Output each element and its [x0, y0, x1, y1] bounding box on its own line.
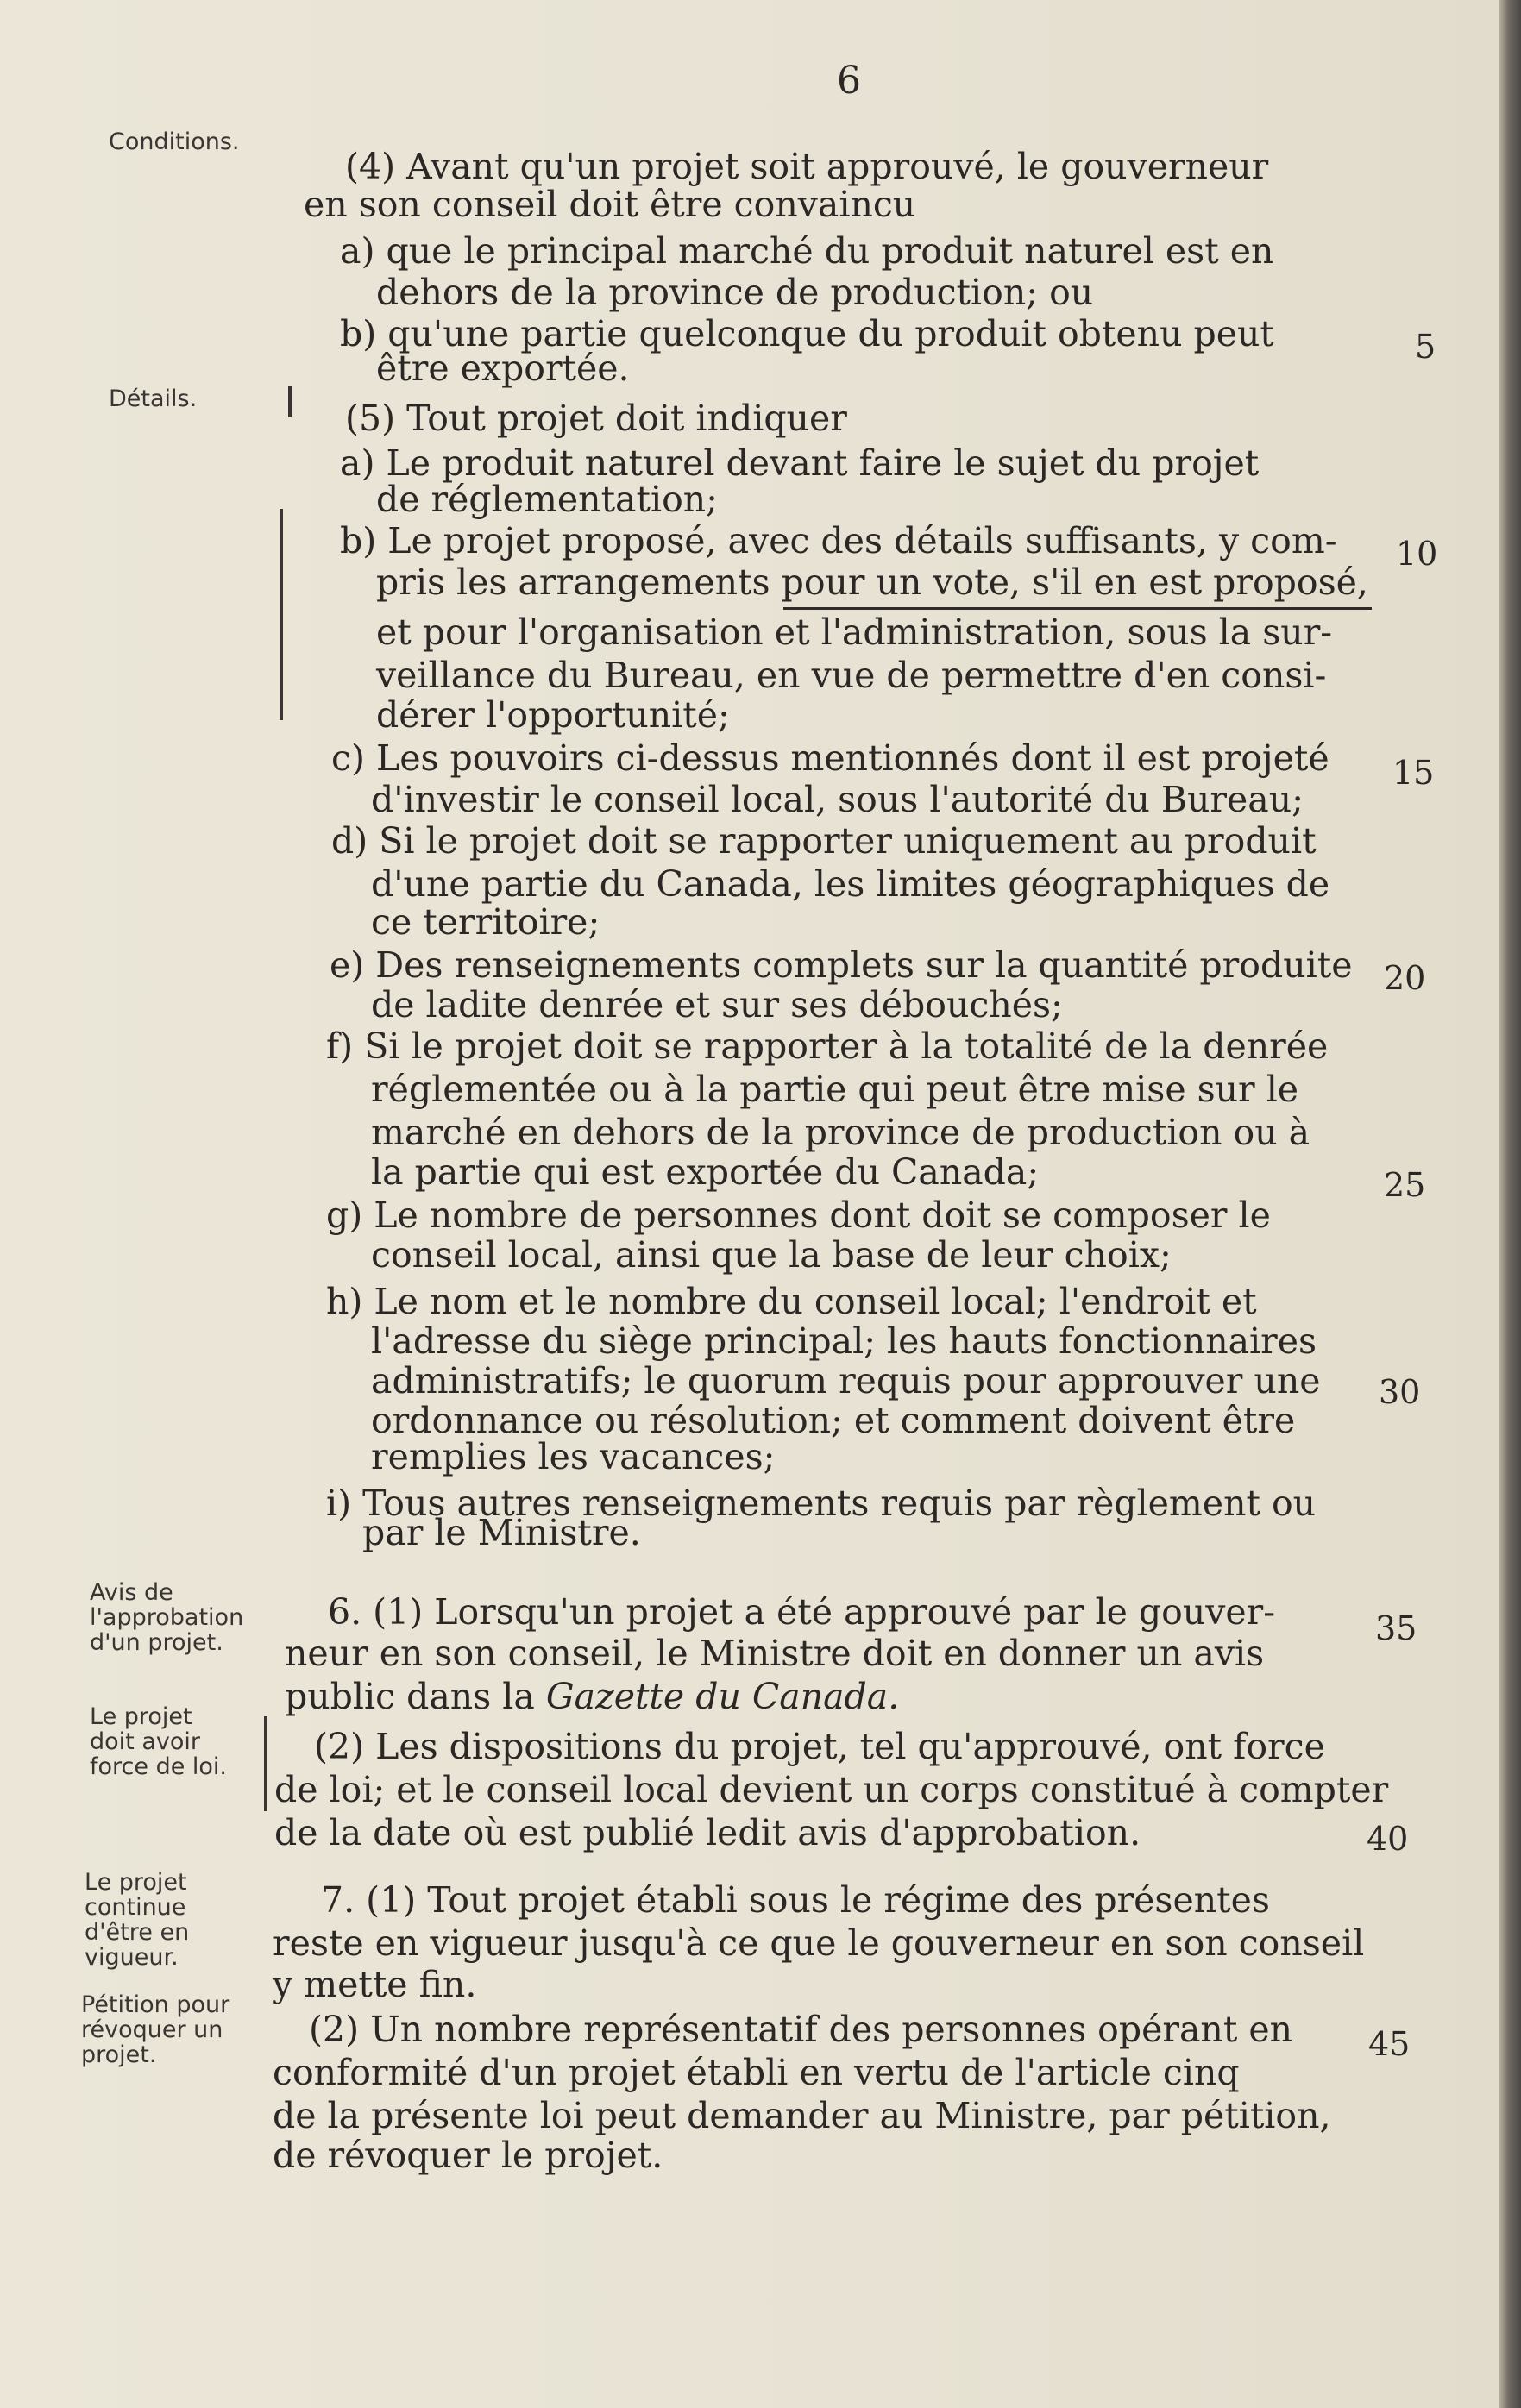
- text-line: la partie qui est exportée du Canada;: [371, 1151, 1040, 1193]
- text-line: a) que le principal marché du produit naturel est en: [340, 230, 1274, 272]
- text-line: et pour l'organisation et l'administration, sous la sur-: [376, 611, 1333, 653]
- margin-note-continue: Le projet continue d'être en vigueur.: [85, 1869, 190, 1971]
- line-number: 10: [1396, 535, 1438, 573]
- text-line: g) Le nombre de personnes dont doit se composer le: [326, 1195, 1271, 1236]
- text-line: dehors de la province de production; ou: [376, 272, 1094, 313]
- text-line: [285, 1677, 899, 1716]
- line-number: 5: [1415, 328, 1436, 366]
- margin-note-petition: Pétition pour révoquer un projet.: [81, 1991, 230, 2068]
- line-number: 25: [1384, 1166, 1426, 1204]
- page-number: 6: [837, 59, 861, 103]
- text-line: de ladite denrée et sur ses débouchés;: [371, 984, 1063, 1025]
- revision-bar: [280, 509, 283, 720]
- text-line: de la date où est publié ledit avis d'approbation.: [274, 1812, 1141, 1853]
- line-number: 45: [1368, 2025, 1411, 2063]
- text-line: veillance du Bureau, en vue de permettre d'en consi-: [376, 655, 1327, 696]
- text-line: dérer l'opportunité;: [376, 694, 730, 736]
- line-number: 20: [1384, 959, 1426, 997]
- text-line: de révoquer le projet.: [273, 2135, 663, 2176]
- line-number: 40: [1367, 1820, 1409, 1858]
- text-line: y mette fin.: [273, 1964, 477, 2005]
- text-line: b) Le projet proposé, avec des détails suffisants, y com-: [340, 520, 1337, 561]
- text-line: d) Si le projet doit se rapporter uniquement au produit: [331, 820, 1317, 862]
- text-line: (5) Tout projet doit indiquer: [345, 398, 847, 439]
- text-line: f) Si le projet doit se rapporter à la totalité de la denrée: [326, 1025, 1329, 1067]
- text-line: b) qu'une partie quelconque du produit obtenu peut: [340, 313, 1274, 354]
- text-line: être exportée.: [376, 348, 630, 389]
- text-line: d'investir le conseil local, sous l'autorité du Bureau;: [371, 779, 1304, 820]
- text-line: remplies les vacances;: [371, 1436, 776, 1477]
- text-line: administratifs; le quorum requis pour approuver une: [371, 1360, 1321, 1402]
- text-line: i) Tous autres renseignements requis par règlement ou: [326, 1483, 1317, 1524]
- margin-note-conditions: Conditions.: [109, 129, 240, 155]
- margin-note-avis: Avis de l'approbation d'un projet.: [90, 1579, 244, 1656]
- text-line: de réglementation;: [376, 479, 718, 520]
- text-line: de loi; et le conseil local devient un corps constitué à compter: [274, 1769, 1389, 1810]
- line-number: 15: [1392, 754, 1435, 792]
- text-line: ordonnance ou résolution; et comment doivent être: [371, 1400, 1296, 1441]
- line-number: 30: [1379, 1373, 1421, 1411]
- margin-note-details: Détails.: [109, 386, 198, 412]
- text-span: public dans la: [285, 1676, 546, 1717]
- text-line: l'adresse du siège principal; les hauts fonctionnaires: [371, 1320, 1317, 1362]
- book-spine-edge: [1499, 0, 1521, 2408]
- text-line: c) Les pouvoirs ci-dessus mentionnés dont il est projeté: [331, 737, 1329, 779]
- gazette-title: Gazette du Canada.: [545, 1676, 900, 1717]
- text-line: a) Le produit naturel devant faire le sujet du projet: [340, 442, 1260, 484]
- text-line: conseil local, ainsi que la base de leur choix;: [371, 1234, 1172, 1276]
- text-line: neur en son conseil, le Ministre doit en donner un avis: [285, 1633, 1265, 1674]
- text-line: (4) Avant qu'un projet soit approuvé, le gouverneur: [345, 146, 1269, 187]
- text-line: de la présente loi peut demander au Ministre, par pétition,: [273, 2095, 1331, 2136]
- text-line: 7. (1) Tout projet établi sous le régime des présentes: [321, 1879, 1270, 1921]
- revision-bar: [288, 386, 292, 417]
- text-line: pris les arrangements pour un vote, s'il en est proposé,: [376, 561, 1368, 603]
- underline: [783, 607, 1372, 610]
- text-line: (2) Un nombre représentatif des personnes opérant en: [309, 2009, 1292, 2050]
- text-line: e) Des renseignements complets sur la quantité produite: [330, 944, 1353, 986]
- text-line: reste en vigueur jusqu'à ce que le gouverneur en son conseil: [273, 1922, 1365, 1964]
- text-line: d'une partie du Canada, les limites géographiques de: [371, 863, 1330, 905]
- text-line: en son conseil doit être convaincu: [304, 184, 916, 225]
- text-line: (2) Les dispositions du projet, tel qu'approuvé, ont force: [314, 1726, 1325, 1767]
- text-line: ce territoire;: [371, 901, 600, 943]
- text-line: conformité d'un projet établi en vertu de l'article cinq: [273, 2052, 1240, 2093]
- line-number: 35: [1375, 1609, 1417, 1647]
- margin-note-force: Le projet doit avoir force de loi.: [90, 1703, 228, 1780]
- text-line: par le Ministre.: [362, 1512, 641, 1553]
- text-line: réglementée ou à la partie qui peut être mise sur le: [371, 1069, 1299, 1110]
- revision-bar: [264, 1716, 267, 1811]
- text-line: h) Le nom et le nombre du conseil local; l'endroit et: [326, 1281, 1257, 1322]
- text-line: 6. (1) Lorsqu'un projet a été approuvé par le gouver-: [328, 1591, 1276, 1633]
- text-line: marché en dehors de la province de production ou à: [371, 1112, 1310, 1153]
